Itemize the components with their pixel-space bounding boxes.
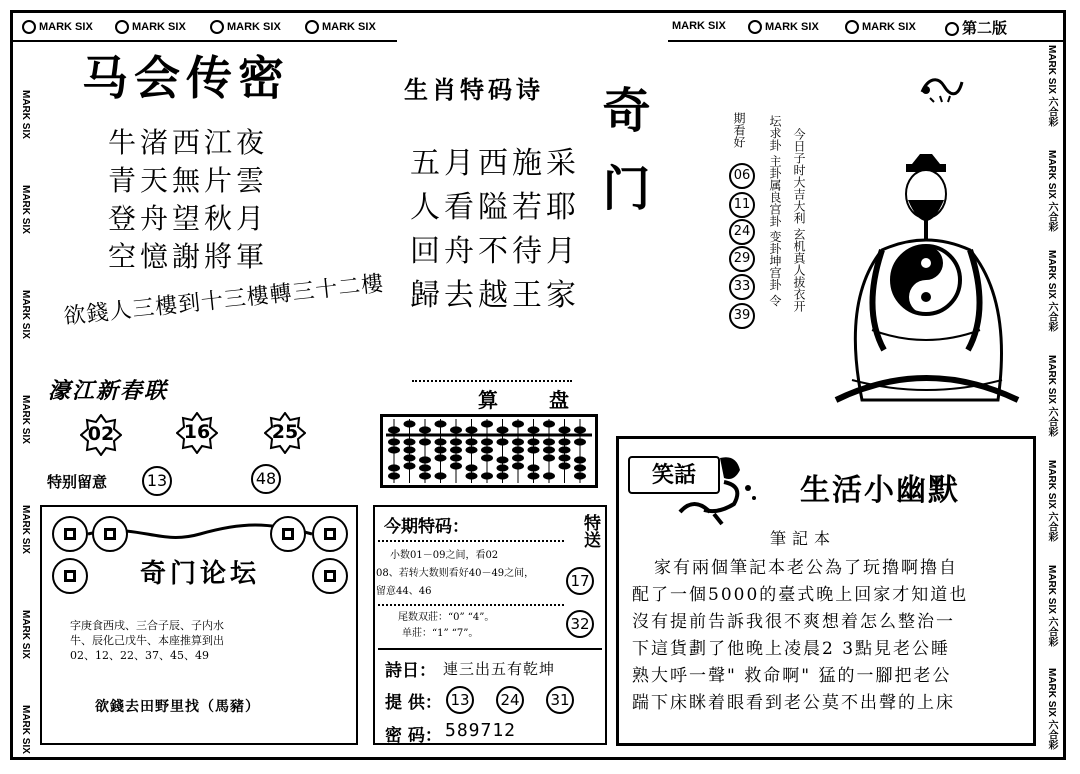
right-brand-2: MARK SIX 六合彩 [1046,150,1057,232]
right-brand-6: MARK SIX 六合彩 [1046,565,1057,647]
flower-icon [210,20,224,34]
supply-label: 提 供： [385,693,442,713]
left-brand-7: MARK SIX [20,705,31,754]
zodiac-line: 人看隘若耶 [410,190,580,225]
current-line: 08、若转大数则看好40－49之间， [376,568,535,579]
send-number: 17 [566,567,594,595]
prophecy-text: 坛求卦 [768,115,782,151]
current-rule [378,540,564,542]
prophecy-number: 11 [729,192,755,218]
brand-mark-6: MARK SIX [748,20,819,34]
edition-label: 第二版 [945,17,1007,38]
poem-text: 連三出五有乾坤 [443,660,556,678]
secret-line: 牛渚西江夜 [108,126,269,159]
secret-line: 登舟望秋月 [108,202,269,235]
zodiac-line: 五月西施采 [410,146,580,181]
humor-story [632,555,968,717]
secret-line: 空憶謝將軍 [108,240,269,273]
special-label: 特别留意 [47,473,108,491]
right-brand-7: MARK SIX 六合彩 [1046,668,1057,750]
humor-badge: 笑話 [628,456,720,494]
current-rule [378,604,564,606]
qimen-title: 奇门 [594,85,650,241]
left-brand-5: MARK SIX [20,505,31,554]
haojiang-number: 25 [271,421,299,443]
abacus-icon [386,419,592,483]
send-number: 32 [566,610,594,638]
prophecy-number: 39 [729,303,755,329]
flower-icon [845,20,859,34]
zodiac-line: 歸去越王家 [410,278,580,313]
prophecy-number: 06 [729,163,755,189]
supply-number: 24 [496,686,524,714]
send-label: 特送 [580,514,600,548]
forum-line: 02、12、22、37、45、49 [70,649,209,662]
flower-icon [22,20,36,34]
story-line: 熟大呼一聲" 救命啊" 猛的一腳把老公 [632,666,952,686]
current-line: 小数01－09之间，看02 [390,550,499,561]
right-brand-4: MARK SIX 六合彩 [1046,355,1057,437]
secret-title: 马会传密 [82,51,290,105]
brand-mark-5: MARK SIX [672,20,726,32]
forum-line: 字庚食西戌、三合子辰、子内水 [70,619,224,632]
prophecy-text: 变卦坤宫卦 [768,230,782,291]
left-brand-6: MARK SIX [20,610,31,659]
prophecy-col1 [788,128,810,358]
zodiac-line: 回舟不待月 [410,234,580,269]
abacus-title: 算 盘 [478,388,591,412]
forum-line: 牛、辰化己戊牛、本座推算到出 [70,634,224,647]
story-line: 家有兩個筆記本老公為了玩擼啊擼自 [654,558,958,578]
left-brand-2: MARK SIX [20,185,31,234]
story-line: 下這貨劃了他晚上凌晨2 3點見老公睡 [632,639,951,659]
special-number: 13 [142,466,172,496]
current-rule [378,648,602,650]
flower-icon [748,20,762,34]
secret-hint: 欲錢人三樓到十三樓轉三十二樓 [62,271,386,330]
code-label: 密 码： [385,726,442,746]
right-brand-3: MARK SIX 六合彩 [1046,250,1057,332]
brand-mark-7: MARK SIX [845,20,916,34]
prophecy-col3: 期看好 [732,112,746,148]
forum-footer: 欲錢去田野里找（馬豬） [95,699,260,715]
haojiang-number: 02 [87,423,115,445]
prophecy-number: 29 [729,246,755,272]
top-rule-right [668,40,1064,42]
flower-icon [945,22,959,36]
zodiac-title: 生肖特码诗 [404,76,544,104]
left-brand-3: MARK SIX [20,290,31,339]
flower-icon [305,20,319,34]
current-title: 今期特码： [384,517,469,537]
supply-number: 31 [546,686,574,714]
tail-line: 尾数双莊：“0” “4”。 [398,612,495,623]
sage-illustration [822,150,1032,412]
secret-poem [108,124,268,276]
haojiang-title: 濠江新春联 [48,378,169,404]
story-line: 配了一個5000的臺式晚上回家才知道也 [632,585,969,605]
prophecy-text: 主卦属良宫卦 [768,154,782,227]
left-brand-4: MARK SIX [20,395,31,444]
prophecy-text: 今日子时大吉大利 [792,128,806,224]
current-lines [376,547,534,601]
laughing-figure-icon [674,452,764,528]
supply-number: 13 [446,686,474,714]
flower-icon [115,20,129,34]
brand-mark-4: MARK SIX [305,20,376,34]
story-line: 踹下床眯着眼看到老公莫不出聲的上床 [632,693,955,713]
prophecy-text: 玄机真人拔衣开 [792,227,806,312]
brand-mark-1: MARK SIX [22,20,93,34]
tail-line: 单莊：“1” “7”。 [402,628,479,639]
zodiac-poem [410,142,580,318]
prophecy-number: 33 [729,274,755,300]
prophecy-text: 令 [768,294,782,307]
haojiang-number: 16 [183,421,211,443]
abacus-title-rule [412,380,572,382]
story-line: 沒有提前告訴我很不爽想着怎么整治一 [632,612,955,632]
prophecy-number: 24 [729,219,755,245]
prophecy-col2 [764,115,786,355]
special-number: 48 [251,464,281,494]
secret-line: 青天無片雲 [108,164,269,197]
right-brand-1: MARK SIX 六合彩 [1046,45,1057,127]
code-value: 589712 [445,720,517,741]
forum-title: 奇门论坛 [140,559,261,589]
brand-mark-2: MARK SIX [115,20,186,34]
brand-mark-3: MARK SIX [210,20,281,34]
forum-text [70,618,340,663]
tail-lines [398,610,494,642]
poem-label: 詩日： [385,661,436,681]
left-brand-1: MARK SIX [20,90,31,139]
humor-subtitle: 筆記本 [770,529,837,548]
dragon-icon [918,72,966,106]
current-line: 留意44、46 [376,586,432,597]
right-brand-5: MARK SIX 六合彩 [1046,460,1057,542]
humor-title: 生活小幽默 [800,473,960,508]
